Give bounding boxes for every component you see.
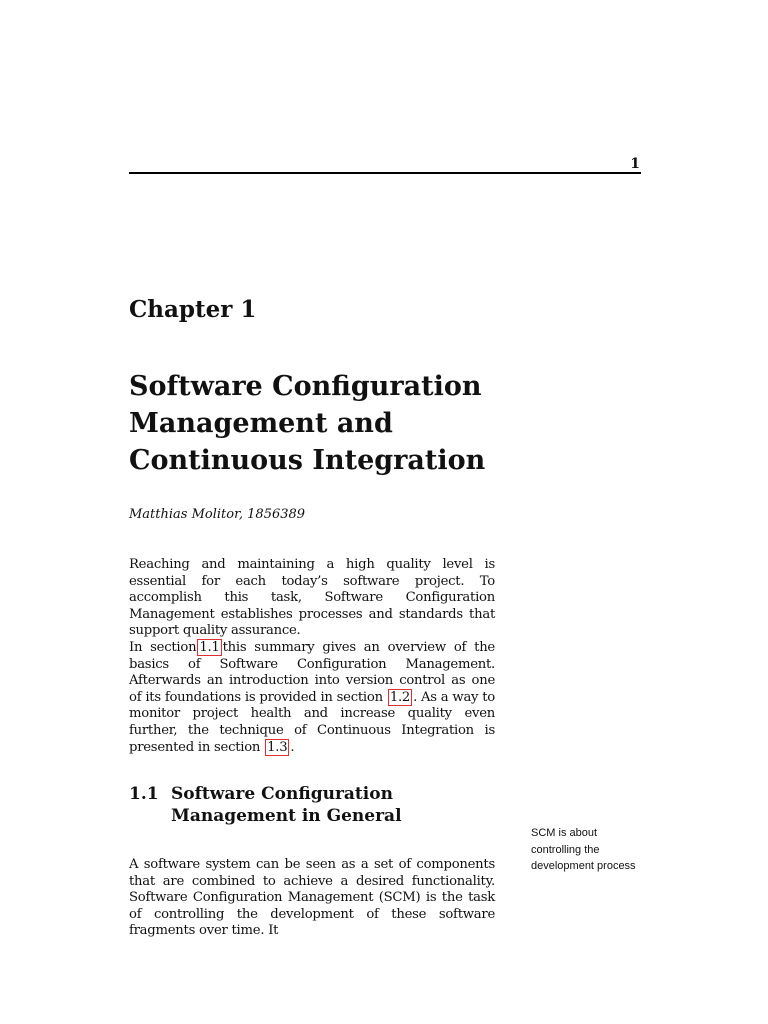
section-ref-link[interactable]: 1.1 [199,640,220,655]
margin-note [531,825,651,875]
text-fragment: In section [129,640,197,655]
chapter-title-line: Software Configuration [129,371,482,402]
scm-definition-paragraph: A software system can be seen as a set of components that are combined to achieve a desired functionality. Software Configuration Management (SCM) is the task of controlling the development of these software fragments over time. It [129,857,495,939]
chapter-title [129,368,529,479]
margin-note-line: controlling the [531,843,600,856]
text-fragment: . As a way to monitor project health and increase quality even further, the technique of Continuous Integration is presented in section [129,689,495,755]
chapter-label: Chapter 1 [129,296,257,323]
section-ref-link[interactable]: 1.2 [389,689,411,705]
intro-paragraph: Reaching and maintaining a high quality level is essential for each today’s software project. To accomplish this task, Software Configuration Management establishes processes and standards that support quality assurance. [129,557,495,639]
text-fragment: . [290,739,295,755]
chapter-title-line: Continuous Integration [129,445,486,476]
margin-note-line: SCM is about [531,827,598,839]
margin-note-line: development process [531,860,636,872]
text-fragment: this summary gives an overview of the basics of Software Configuration Management. Afterwards an introduction into version control as one of its foundations is provided in section [129,640,495,705]
page-number: 1 [630,156,640,172]
header-rule [129,172,641,174]
overview-paragraph [129,640,495,756]
section-ref-link[interactable]: 1.3 [267,739,288,755]
author-line: Matthias Molitor, 1856389 [129,507,306,522]
section-title: Software Configuration Management in General [171,784,402,826]
chapter-title-line: Management and [129,408,393,439]
section-heading [129,783,495,827]
section-number: 1.1 [129,784,159,804]
